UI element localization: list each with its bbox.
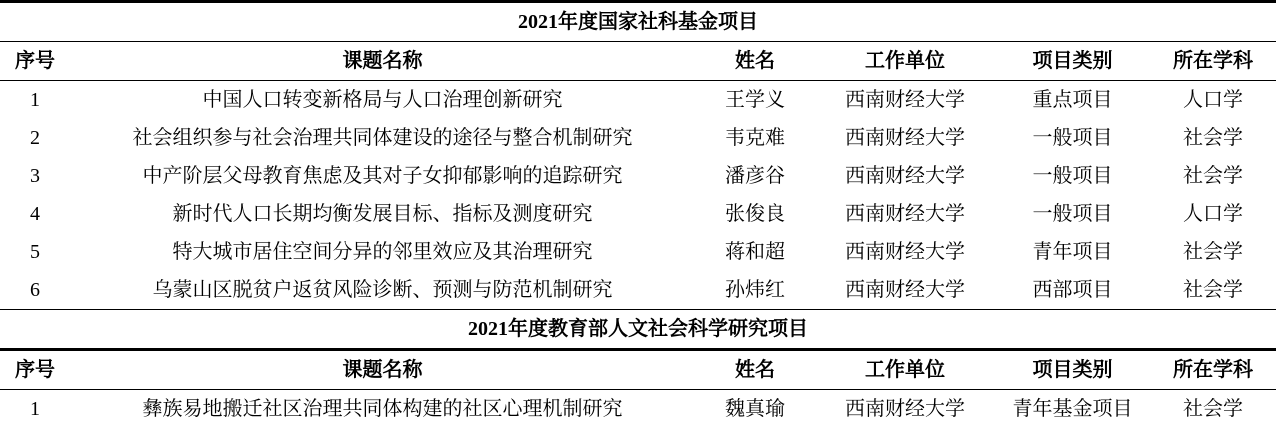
cell-no: 3 [30,165,40,187]
column-header-unit: 工作单位 [815,42,995,81]
cell-type: 一般项目 [1032,165,1113,187]
table-row [0,157,1276,195]
cell-discipline: 社会学 [1183,279,1243,301]
cell-unit: 西南财经大学 [845,241,965,263]
section-title: 2021年度教育部人文社会科学研究项目 [0,310,1276,350]
table-row [0,233,1276,271]
cell-no: 1 [30,398,40,420]
cell-no: 2 [30,127,40,149]
column-header-discipline: 所在学科 [1150,42,1276,81]
cell-title: 社会组织参与社会治理共同体建设的途径与整合机制研究 [132,127,633,149]
cell-discipline: 社会学 [1183,165,1243,187]
column-header-name: 姓名 [695,350,815,390]
table-header-row [0,42,1276,81]
cell-title: 中国人口转变新格局与人口治理创新研究 [202,89,563,111]
column-header-unit: 工作单位 [815,350,995,390]
column-header-title: 课题名称 [70,42,695,81]
cell-title: 新时代人口长期均衡发展目标、指标及测度研究 [172,203,593,225]
cell-title: 特大城市居住空间分异的邻里效应及其治理研究 [172,241,593,263]
cell-title: 彝族易地搬迁社区治理共同体构建的社区心理机制研究 [142,398,623,420]
cell-type: 青年项目 [1032,241,1113,263]
section-title: 2021年度国家社科基金项目 [0,2,1276,42]
column-header-discipline: 所在学科 [1150,350,1276,390]
cell-discipline: 社会学 [1183,127,1243,149]
cell-unit: 西南财经大学 [845,398,965,420]
column-header-type: 项目类别 [995,350,1150,390]
column-header-no: 序号 [0,42,70,81]
cell-type: 一般项目 [1032,127,1113,149]
cell-unit: 西南财经大学 [845,279,965,301]
cell-type: 青年基金项目 [1012,398,1133,420]
cell-name: 韦克难 [725,127,785,149]
cell-no: 4 [30,203,40,225]
cell-type: 西部项目 [1032,279,1113,301]
section-title-row [0,310,1276,350]
cell-discipline: 社会学 [1183,241,1243,263]
cell-name: 潘彦谷 [725,165,785,187]
cell-type: 重点项目 [1032,89,1113,111]
cell-title: 乌蒙山区脱贫户返贫风险诊断、预测与防范机制研究 [152,279,613,301]
cell-discipline: 社会学 [1183,398,1243,420]
column-header-no: 序号 [0,350,70,390]
table-row [0,119,1276,157]
cell-no: 5 [30,241,40,263]
cell-unit: 西南财经大学 [845,127,965,149]
cell-name: 王学义 [725,89,785,111]
cell-title: 中产阶层父母教育焦虑及其对子女抑郁影响的追踪研究 [142,165,623,187]
column-header-type: 项目类别 [995,42,1150,81]
table-row [0,271,1276,310]
column-header-name: 姓名 [695,42,815,81]
column-header-title: 课题名称 [70,350,695,390]
cell-no: 1 [30,89,40,111]
cell-name: 魏真瑜 [725,398,785,420]
table-row [0,81,1276,120]
cell-discipline: 人口学 [1183,89,1243,111]
section-title-row [0,2,1276,42]
cell-name: 蒋和超 [725,241,785,263]
cell-discipline: 人口学 [1183,203,1243,225]
table-header-row [0,350,1276,390]
cell-type: 一般项目 [1032,203,1113,225]
cell-unit: 西南财经大学 [845,203,965,225]
table-row [0,390,1276,429]
table-row [0,195,1276,233]
cell-unit: 西南财经大学 [845,165,965,187]
cell-name: 孙炜红 [725,279,785,301]
cell-no: 6 [30,279,40,301]
cell-name: 张俊良 [725,203,785,225]
cell-unit: 西南财经大学 [845,89,965,111]
